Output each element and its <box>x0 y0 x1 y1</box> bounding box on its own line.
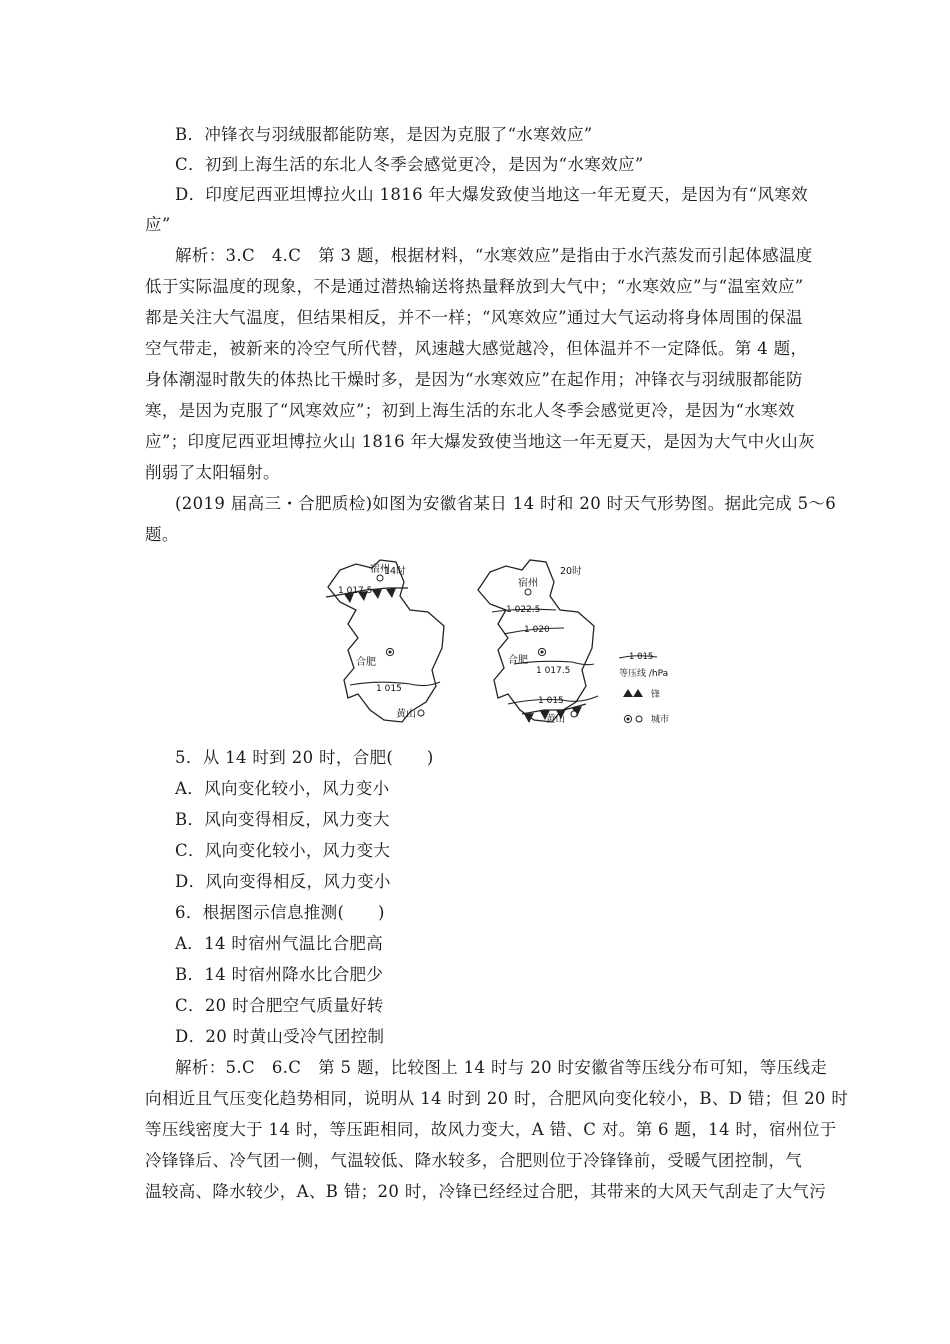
analysis-line: 解析：5.C 6.C 第 5 题，比较图上 14 时与 20 时安徽省等压线分布可知，等压线走 <box>175 1058 828 1077</box>
weather-map-figure <box>318 552 663 727</box>
analysis-line: 冷锋锋后、冷气团一侧，气温较低、降水较多，合肥则位于冷锋锋前，受暖气团控制，气 <box>145 1151 803 1170</box>
map1-isobar-label: 1 015 <box>376 684 402 694</box>
front-triangle-icon <box>623 689 633 697</box>
question-stem: 5．从 14 时到 20 时，合肥( ) <box>175 748 434 767</box>
analysis-line: 都是关注大气温度，但结果相反，并不一样；“风寒效应”通过大气运动将身体周围的保温 <box>145 308 803 327</box>
analysis-line: 寒，是因为克服了“风寒效应”；初到上海生活的东北人冬季会感觉更冷，是因为“水寒效 <box>145 401 795 420</box>
analysis-line: 向相近且气压变化趋势相同，说明从 14 时到 20 时，合肥风向变化较小，B、D 错；但 20 时 <box>145 1089 849 1108</box>
map1-time-label: 14时 <box>384 566 406 577</box>
map-legend <box>617 650 712 730</box>
question-option: C．20 时合肥空气质量好转 <box>175 996 384 1015</box>
analysis-line: 应”；印度尼西亚坦博拉火山 1816 年大爆发致使当地这一年无夏天，是因为大气中火山灰 <box>145 432 815 451</box>
option-line: B．冲锋衣与羽绒服都能防寒，是因为克服了“水寒效应” <box>175 125 593 144</box>
question-option: A．14 时宿州气温比合肥高 <box>175 934 384 953</box>
analysis-line: 解析：3.C 4.C 第 3 题，根据材料，“水寒效应”是指由于水汽蒸发而引起体感温度 <box>175 246 813 265</box>
map2-isobar-label: 1 022.5 <box>506 605 541 615</box>
city-icon <box>636 716 642 722</box>
question-option: B．风向变得相反，风力变大 <box>175 810 390 829</box>
legend-isobar-value: 1 015 <box>629 652 654 662</box>
analysis-line: 等压线密度大于 14 时，等压距相同，故风力变大，A 错、C 对。第 6 题，14 时，宿州位于 <box>145 1120 837 1139</box>
map2-city-suzhou: 宿州 <box>518 578 538 589</box>
analysis-line: 空气带走，被新来的冷空气所代替，风速越大感觉越冷，但体温并不一定降低。第 4 题， <box>145 339 808 358</box>
analysis-line: 身体潮湿时散失的体热比干燥时多，是因为“水寒效应”在起作用；冲锋衣与羽绒服都能防 <box>145 370 803 389</box>
map1-city-huangshan: 黄山 <box>396 709 416 720</box>
map2-city-huangshan: 黄山 <box>546 714 566 725</box>
map-20h <box>478 560 598 725</box>
question-option: D．风向变得相反，风力变小 <box>175 872 391 891</box>
map2-isobar-label: 1 017.5 <box>536 666 571 676</box>
map1-city-suzhou: 宿州 <box>370 564 390 575</box>
legend-front-label: 锋 <box>651 690 661 700</box>
legend-isobar-label: 等压线 /hPa <box>619 669 669 679</box>
map1-city-hefei: 合肥 <box>356 657 376 668</box>
map2-isobar-label: 1 015 <box>538 696 564 706</box>
question-stem: 6．根据图示信息推测( ) <box>175 903 385 922</box>
map2-isobar-label: 1 020 <box>524 625 550 635</box>
option-line: C．初到上海生活的东北人冬季会感觉更冷，是因为“水寒效应” <box>175 155 644 174</box>
question-option: D．20 时黄山受冷气团控制 <box>175 1027 385 1046</box>
question-option: C．风向变化较小，风力变大 <box>175 841 391 860</box>
legend-city-label: 城市 <box>651 715 670 725</box>
option-line: 应” <box>145 215 171 234</box>
intro-line: (2019 届高三・合肥质检)如图为安徽省某日 14 时和 20 时天气形势图。据此完成 5～6 <box>175 494 837 513</box>
analysis-line: 低于实际温度的现象，不是通过潜热输送将热量释放到大气中；“水寒效应”与“温室效应” <box>145 277 804 296</box>
analysis-line: 削弱了太阳辐射。 <box>145 463 280 482</box>
intro-line: 题。 <box>145 525 179 544</box>
map2-time-label: 20时 <box>560 566 582 577</box>
question-option: A．风向变化较小，风力变小 <box>175 779 390 798</box>
option-line: D．印度尼西亚坦博拉火山 1816 年大爆发致使当地这一年无夏天，是因为有“风寒效 <box>175 185 808 204</box>
question-option: B．14 时宿州降水比合肥少 <box>175 965 384 984</box>
map2-city-hefei: 合肥 <box>508 655 528 666</box>
map-14h <box>326 560 444 722</box>
front-triangle-icon <box>633 689 643 697</box>
map1-isobar-label: 1 017.5 <box>338 586 373 596</box>
analysis-line: 温较高、降水较少，A、B 错；20 时，冷锋已经经过合肥，其带来的大风天气刮走了大气污 <box>145 1182 827 1201</box>
